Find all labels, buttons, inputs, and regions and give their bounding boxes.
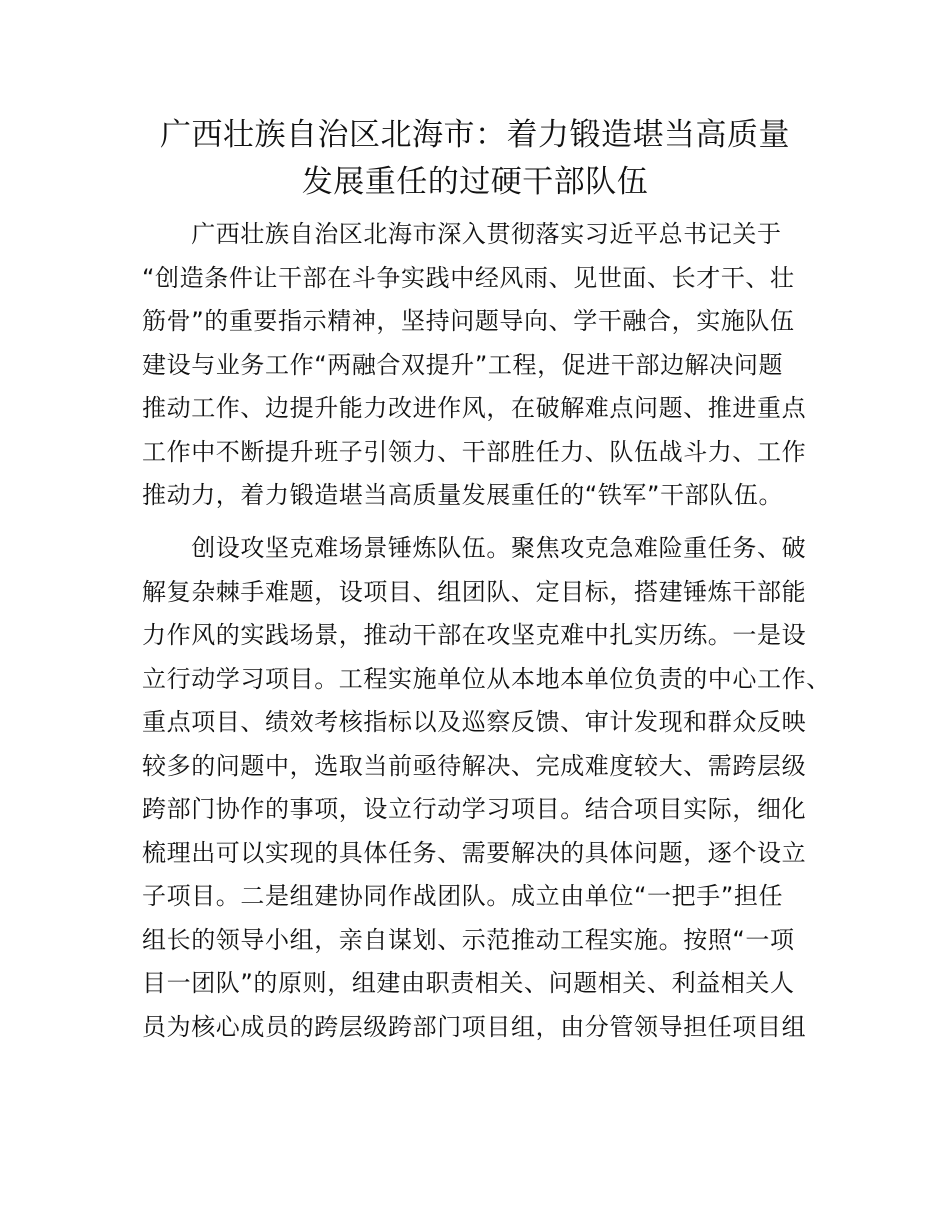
text-line: 建设与业务工作“两融合双提升”工程，促进干部边解决问题 (142, 350, 784, 379)
body-paragraph-2 (142, 527, 832, 1049)
body-paragraph-1 (142, 213, 832, 518)
text-line: 员为核心成员的跨层级跨部门项目组，由分管领导担任项目组 (142, 1012, 807, 1041)
title-line: 发展重任的过硬干部队伍 (301, 164, 649, 200)
text-line: 工作中不断提升班子引领力、干部胜任力、队伍战斗力、工作 (142, 437, 807, 466)
text-line: 力作风的实践场景，推动干部在攻坚克难中扎实历练。一是设 (142, 621, 807, 649)
text-line: 跨部门协作的事项，设立行动学习项目。结合项目实际，细化 (142, 795, 807, 823)
text-line: 创设攻坚克难场景锤炼队伍。聚焦攻克急难险重任务、破 (142, 534, 807, 562)
text-line: 较多的问题中，选取当前亟待解决、完成难度较大、需跨层级 (142, 751, 807, 780)
text-line: 子项目。二是组建协同作战团队。成立由单位“一把手”担任 (142, 882, 784, 910)
text-line: 推动工作、边提升能力改进作风，在破解难点问题、推进重点 (142, 394, 807, 422)
text-line: 梳理出可以实现的具体任务、需要解决的具体问题，逐个设立 (142, 838, 807, 867)
title-line: 广西壮族自治区北海市：着力锻造堪当高质量 (160, 117, 790, 153)
text-line: 目一团队”的原则，组建由职责相关、问题相关、利益相关人 (142, 969, 795, 997)
text-line: 立行动学习项目。工程实施单位从本地本单位负责的中心工作、 (142, 664, 831, 693)
text-line: “创造条件让干部在斗争实践中经风雨、见世面、长才干、壮 (142, 263, 795, 292)
text-line: 广西壮族自治区北海市深入贯彻落实习近平总书记关于 (142, 220, 782, 248)
text-line: 筋骨”的重要指示精神，坚持问题导向、学干融合，实施队伍 (142, 307, 795, 335)
text-line: 推动力，着力锻造堪当高质量发展重任的“铁军”干部队伍。 (142, 481, 784, 509)
text-line: 组长的领导小组，亲自谋划、示范推动工程实施。按照“一项 (142, 925, 795, 954)
document-title (120, 112, 830, 206)
text-line: 解复杂棘手难题，设项目、组团队、定目标，搭建锤炼干部能 (142, 577, 807, 606)
text-line: 重点项目、绩效考核指标以及巡察反馈、审计发现和群众反映 (142, 708, 807, 736)
